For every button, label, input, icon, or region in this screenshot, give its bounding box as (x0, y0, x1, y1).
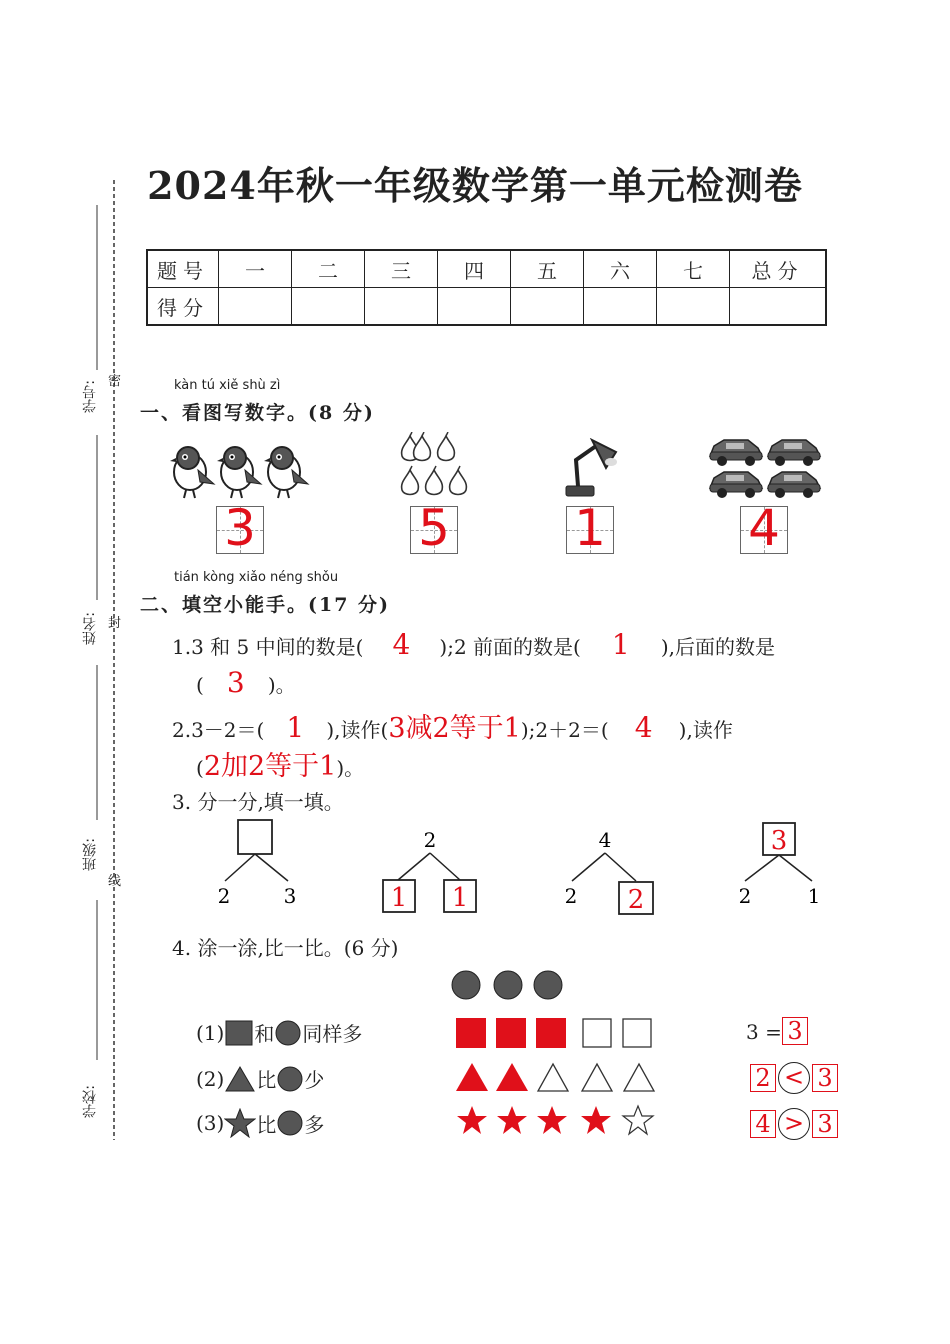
blank-answer[interactable]: 4 (392, 628, 411, 661)
filled-square[interactable] (536, 1018, 566, 1048)
table-cell: 六 (584, 250, 657, 288)
section1-pinyin: kàn tú xiě shù zì (174, 378, 281, 393)
binding-margin (70, 180, 130, 1140)
filled-star[interactable] (537, 1106, 567, 1134)
row1-equation: 3 = (746, 1020, 782, 1044)
number-trees (200, 815, 850, 920)
q-text: 多 (304, 1112, 325, 1137)
stars-row (452, 1103, 662, 1139)
empty-star[interactable] (623, 1106, 653, 1134)
tree-number: 4 (598, 828, 612, 852)
score-cell[interactable] (511, 288, 584, 326)
compare-row-2 (196, 1064, 324, 1093)
q-text: ( (196, 673, 204, 697)
score-table-header-row (147, 250, 826, 288)
blank-answer[interactable]: 3减2等于1 (388, 713, 521, 744)
blank-answer[interactable]: 1 (611, 628, 630, 661)
answer-box[interactable] (410, 499, 458, 557)
score-cell[interactable] (292, 288, 365, 326)
q-text: );2 前面的数是( (439, 635, 581, 659)
number-tree-3 (565, 828, 653, 915)
filled-triangle[interactable] (456, 1063, 488, 1091)
answer-box[interactable] (566, 499, 614, 557)
q-text: ( (196, 756, 204, 780)
q-text: 同样多 (302, 1022, 363, 1046)
answer-box[interactable]: 3 (782, 1017, 808, 1045)
lamp-icon (562, 438, 622, 500)
q-text: 和 (254, 1022, 275, 1046)
triangle-icon (224, 1065, 256, 1093)
comparison-sign[interactable]: < (778, 1062, 810, 1094)
q-text: )。 (336, 756, 365, 780)
blank-answer[interactable]: 2加2等于1 (203, 751, 337, 782)
margin-lines (70, 180, 130, 1140)
question-1 (172, 628, 775, 661)
filled-star[interactable] (457, 1106, 487, 1134)
table-cell: 得分 (147, 288, 219, 326)
answer-box[interactable] (216, 499, 264, 557)
empty-triangle[interactable] (582, 1064, 612, 1091)
question-3-label: 3. 分一分,填一填。 (172, 790, 344, 814)
filled-square[interactable] (496, 1018, 526, 1048)
q-text: )。 (267, 673, 296, 697)
section2-pinyin: tián kòng xiǎo néng shǒu (174, 570, 339, 585)
q-text: 比 (256, 1068, 277, 1092)
circle-icon (276, 1109, 304, 1137)
section2-heading: 二、填空小能手。(17 分) (140, 594, 391, 616)
section1-heading: 一、看图写数字。(8 分) (140, 402, 375, 424)
q-text: ),读作 (678, 718, 733, 742)
tree-number: 2 (738, 884, 752, 908)
score-cell[interactable] (365, 288, 438, 326)
square-icon (224, 1019, 254, 1047)
tree-number: 2 (217, 884, 231, 908)
tree-answer: 1 (451, 883, 469, 913)
empty-square[interactable] (583, 1019, 611, 1047)
score-table (146, 249, 827, 326)
table-cell: 总分 (730, 250, 827, 288)
row-number: (2) (196, 1066, 225, 1091)
tree-answer: 2 (627, 885, 645, 915)
answer-box[interactable] (740, 499, 788, 557)
answer-digit: 4 (748, 499, 780, 557)
circle-icon (494, 971, 522, 999)
filled-star[interactable] (581, 1106, 611, 1134)
school-label: 学校: (82, 1085, 98, 1118)
car-icon (708, 434, 824, 500)
q-text: ),后面的数是 (660, 635, 776, 659)
empty-triangle[interactable] (624, 1064, 654, 1091)
circle-icon (276, 1065, 304, 1093)
number-tree-2 (383, 828, 476, 913)
answer-digit: 3 (224, 499, 256, 557)
reference-circles (450, 968, 570, 1002)
q-text: ),读作( (326, 718, 389, 742)
q-text: 2.3－2＝( (172, 718, 265, 742)
tree-answer: 1 (390, 883, 408, 913)
score-cell[interactable] (730, 288, 827, 326)
seal-word: 封 (108, 616, 122, 631)
star-icon (224, 1108, 256, 1138)
empty-triangle[interactable] (538, 1064, 568, 1091)
filled-square[interactable] (456, 1018, 486, 1048)
bird-icon (168, 440, 313, 502)
blank-answer[interactable]: 1 (286, 711, 305, 744)
circle-icon (452, 971, 480, 999)
blank-answer[interactable]: 4 (634, 711, 653, 744)
table-cell: 四 (438, 250, 511, 288)
number-tree-4 (739, 823, 821, 908)
answer-box[interactable]: 3 (812, 1064, 838, 1092)
score-cell[interactable] (657, 288, 730, 326)
filled-triangle[interactable] (496, 1063, 528, 1091)
table-cell: 七 (657, 250, 730, 288)
table-cell: 二 (292, 250, 365, 288)
filled-star[interactable] (497, 1106, 527, 1134)
triangles-row (452, 1060, 662, 1094)
name-label: 姓名: (82, 612, 98, 645)
question-2-cont (196, 744, 364, 783)
page-title: 2024年秋一年级数学第一单元检测卷 (147, 163, 803, 208)
question-1-cont (196, 666, 296, 699)
score-cell[interactable] (438, 288, 511, 326)
q-text: 少 (304, 1068, 325, 1092)
compare-row-3 (196, 1108, 324, 1138)
seal-word: 线 (108, 874, 122, 889)
score-cell[interactable] (584, 288, 657, 326)
row-number: (1) (196, 1020, 225, 1045)
question-4-label: 4. 涂一涂,比一比。(6 分) (172, 936, 399, 960)
q-text: );2＋2＝( (520, 718, 609, 742)
tree-number: 2 (564, 884, 578, 908)
empty-square[interactable] (623, 1019, 651, 1047)
table-cell: 一 (219, 250, 292, 288)
answer-digit: 1 (574, 499, 606, 557)
q-text: 比 (256, 1112, 277, 1137)
tree-number: 3 (283, 884, 297, 908)
question-2 (172, 706, 733, 745)
table-cell: 五 (511, 250, 584, 288)
circle-icon (274, 1019, 302, 1047)
tree-answer: 3 (770, 826, 788, 856)
tree-empty-box[interactable] (238, 820, 272, 854)
blank-answer[interactable]: 3 (226, 666, 245, 699)
circle-icon (534, 971, 562, 999)
table-cell: 三 (365, 250, 438, 288)
row-number: (3) (196, 1111, 225, 1135)
class-label: 班级: (82, 838, 98, 871)
score-cell[interactable] (219, 288, 292, 326)
tree-number: 1 (807, 884, 821, 908)
comparison-sign[interactable]: > (778, 1108, 810, 1140)
seal-word: 密 (108, 374, 122, 389)
pear-icon (398, 432, 473, 500)
q-text: 1.3 和 5 中间的数是( (172, 635, 364, 659)
answer-box[interactable]: 4 (750, 1110, 776, 1138)
compare-row-1 (196, 1018, 362, 1047)
student-id-label: 学号: (82, 380, 98, 413)
table-cell: 题号 (147, 250, 219, 288)
answer-digit: 5 (418, 499, 450, 557)
tree-number: 2 (423, 828, 437, 852)
answer-box[interactable]: 3 (812, 1110, 838, 1138)
answer-box[interactable]: 2 (750, 1064, 776, 1092)
score-table-score-row (147, 288, 826, 326)
squares-row (452, 1016, 662, 1050)
number-tree-1 (218, 820, 297, 908)
